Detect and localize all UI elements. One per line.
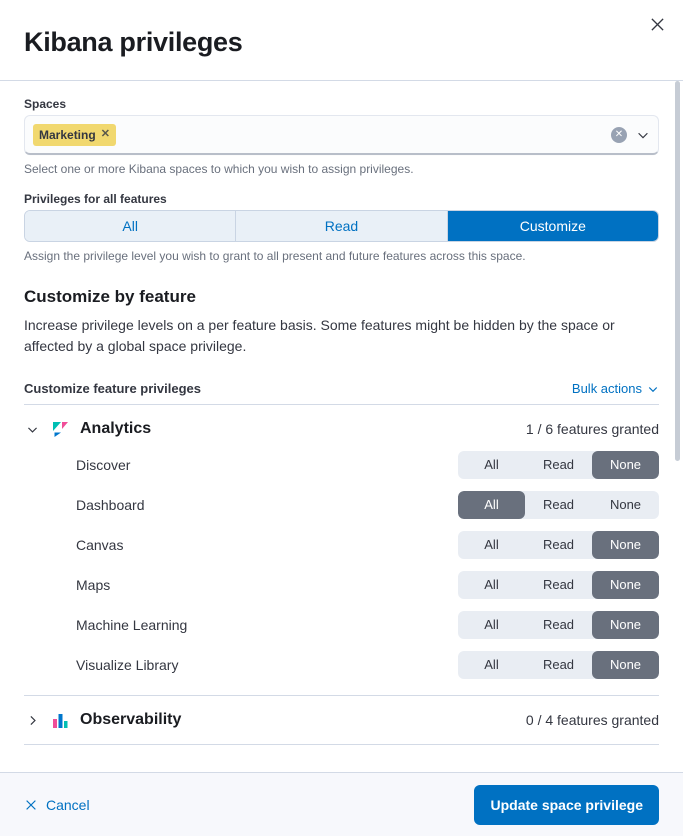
feature-name-maps: Maps bbox=[76, 577, 111, 593]
bulk-actions-label: Bulk actions bbox=[571, 381, 642, 396]
update-space-privilege-button[interactable]: Update space privilege bbox=[474, 785, 659, 825]
privilege-option-none[interactable]: None bbox=[592, 451, 659, 479]
feature-row bbox=[76, 565, 659, 605]
privilege-option-none[interactable]: None bbox=[609, 497, 642, 512]
feature-group-observability bbox=[24, 696, 659, 745]
scrollbar-thumb[interactable] bbox=[675, 81, 680, 461]
cancel-label: Cancel bbox=[46, 796, 90, 813]
privilege-option-read[interactable]: Read bbox=[542, 577, 575, 592]
feature-group-title: Observability bbox=[80, 711, 182, 728]
close-icon[interactable] bbox=[641, 8, 673, 40]
feature-group-header[interactable] bbox=[24, 710, 659, 730]
all-features-label: Privileges for all features bbox=[24, 192, 167, 206]
feature-name-dashboard: Dashboard bbox=[76, 497, 145, 513]
privilege-option-none[interactable]: None bbox=[592, 651, 659, 679]
privilege-control-dashboard[interactable] bbox=[458, 491, 659, 519]
privilege-option-none[interactable]: None bbox=[592, 571, 659, 599]
all-features-help-text: Assign the privilege level you wish to grant to all present and future features across this space. bbox=[24, 249, 526, 263]
privilege-option-all[interactable]: All bbox=[484, 457, 499, 472]
all-features-segmented-control[interactable] bbox=[24, 210, 659, 242]
spaces-help-text: Select one or more Kibana spaces to which you wish to assign privileges. bbox=[24, 162, 414, 176]
flyout-footer bbox=[0, 772, 683, 836]
chevron-down-icon[interactable] bbox=[636, 128, 650, 142]
privilege-option-read[interactable]: Read bbox=[542, 657, 575, 672]
customize-section-title: Customize by feature bbox=[24, 287, 196, 306]
feature-group-count: 0 / 4 features granted bbox=[525, 712, 659, 728]
all-features-option-customize[interactable]: Customize bbox=[448, 211, 658, 241]
feature-group-title: Analytics bbox=[80, 420, 152, 437]
customize-feature-privileges-label: Customize feature privileges bbox=[24, 381, 201, 396]
bulk-actions-button[interactable] bbox=[572, 381, 659, 396]
scrollbar[interactable] bbox=[675, 81, 680, 772]
feature-name-discover: Discover bbox=[76, 457, 131, 473]
privilege-control-canvas[interactable] bbox=[458, 531, 659, 559]
privilege-option-read[interactable]: Read bbox=[542, 497, 575, 512]
feature-name-canvas: Canvas bbox=[76, 537, 124, 553]
feature-row bbox=[76, 605, 659, 645]
flyout-body bbox=[0, 81, 683, 772]
privilege-option-none[interactable]: None bbox=[592, 611, 659, 639]
feature-row bbox=[76, 645, 659, 685]
chevron-down-icon[interactable] bbox=[24, 421, 40, 437]
analytics-logo-icon bbox=[50, 419, 70, 439]
chevron-down-icon bbox=[647, 383, 659, 395]
cancel-button[interactable] bbox=[24, 797, 90, 813]
privilege-control-machine-learning[interactable] bbox=[458, 611, 659, 639]
feature-group-count: 1 / 6 features granted bbox=[525, 421, 659, 437]
privilege-option-all[interactable]: All bbox=[484, 617, 499, 632]
space-pill-marketing[interactable] bbox=[33, 124, 116, 146]
privilege-option-all[interactable]: All bbox=[484, 577, 499, 592]
privilege-option-all[interactable]: All bbox=[484, 537, 499, 552]
cross-icon bbox=[24, 798, 38, 812]
chevron-right-icon[interactable] bbox=[24, 712, 40, 728]
remove-space-icon[interactable]: ✕ bbox=[100, 128, 110, 140]
privilege-option-none[interactable]: None bbox=[592, 531, 659, 559]
privilege-option-read[interactable]: Read bbox=[542, 537, 575, 552]
privilege-control-discover[interactable] bbox=[458, 451, 659, 479]
privilege-option-all[interactable]: All bbox=[458, 491, 525, 519]
customize-subhead-row bbox=[24, 381, 659, 405]
privilege-control-visualize-library[interactable] bbox=[458, 651, 659, 679]
observability-logo-icon bbox=[50, 710, 70, 730]
feature-group-analytics bbox=[24, 405, 659, 696]
spaces-combobox[interactable] bbox=[24, 115, 659, 155]
privilege-control-maps[interactable] bbox=[458, 571, 659, 599]
privilege-option-read[interactable]: Read bbox=[542, 617, 575, 632]
all-features-option-all[interactable]: All bbox=[25, 211, 236, 241]
page-title: Kibana privileges bbox=[24, 27, 243, 57]
spaces-label: Spaces bbox=[24, 97, 67, 111]
feature-name-visualize-library: Visualize Library bbox=[76, 657, 179, 673]
feature-group-header[interactable] bbox=[24, 419, 659, 439]
feature-row bbox=[76, 445, 659, 485]
feature-name-machine-learning: Machine Learning bbox=[76, 617, 188, 633]
customize-section-description: Increase privilege levels on a per feature basis. Some features might be hidden by the space or affected by a global space privilege. bbox=[24, 317, 615, 354]
flyout-header bbox=[0, 0, 683, 81]
feature-list bbox=[24, 445, 659, 685]
clear-icon[interactable]: ✕ bbox=[611, 127, 627, 143]
space-pill-label: Marketing bbox=[39, 127, 96, 142]
privilege-option-read[interactable]: Read bbox=[542, 457, 575, 472]
privilege-option-all[interactable]: All bbox=[484, 657, 499, 672]
feature-row bbox=[76, 485, 659, 525]
feature-row bbox=[76, 525, 659, 565]
all-features-option-read[interactable]: Read bbox=[236, 211, 447, 241]
